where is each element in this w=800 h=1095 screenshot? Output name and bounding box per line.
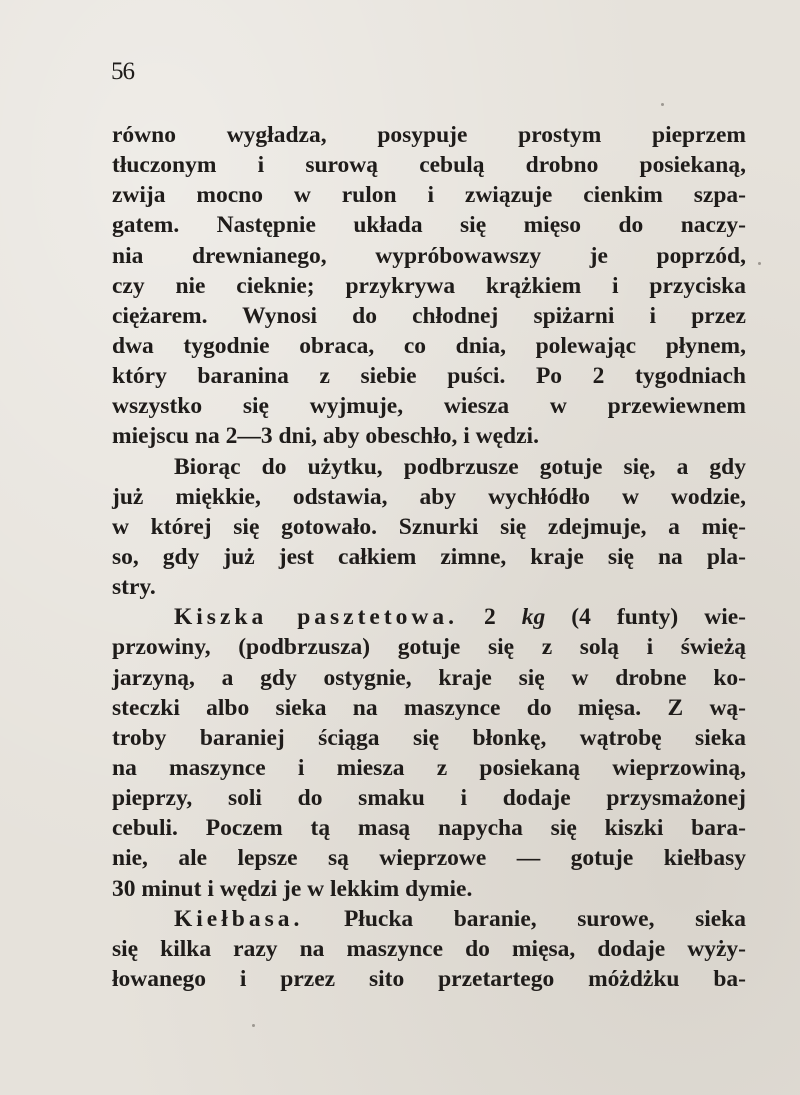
text-line: Biorąc do użytku, podbrzusze gotuje się, a gdy xyxy=(174,453,746,480)
text-line: czy nie cieknie; przykrywa krążkiem i przyciska xyxy=(112,272,746,299)
text-line: łowanego i przez sito przetartego móżdżku ba- xyxy=(112,965,746,992)
text-line xyxy=(112,904,746,934)
text-line: równo wygładza, posypuje prostym pieprzem xyxy=(112,122,746,148)
text-line: ciężarem. Wynosi do chłodnej spiżarni i przez xyxy=(112,302,746,329)
text-line: wszystko się wyjmuje, wiesza w przewiewnem xyxy=(112,393,746,420)
body-text xyxy=(112,120,746,994)
text-line xyxy=(112,602,746,632)
text-line: w której się gotowało. Sznurki się zdejmuje, a mię- xyxy=(112,513,746,540)
text-line: dwa tygodnie obraca, co dnia, polewając płynem, xyxy=(112,332,746,359)
text-line: troby baraniej ściąga się błonkę, wątrobę sieka xyxy=(112,724,746,751)
text-fragment: Płucka baranie, surowe, sieka xyxy=(303,905,746,932)
paragraph-kiszka-pasztetowa xyxy=(112,602,746,903)
text-fragment: (4 funty) wie- xyxy=(545,604,747,631)
text-line: pieprzy, soli do smaku i dodaje przysmażonej xyxy=(112,785,746,812)
text-line: się kilka razy na maszynce do mięsa, dodaje wyży- xyxy=(112,935,746,962)
paragraph-kielbasa xyxy=(112,904,746,994)
text-line: steczki albo sieka na maszynce do mięsa. Z wą- xyxy=(112,694,746,721)
unit-label: kg xyxy=(521,604,546,631)
text-line: tłuczonym i surową cebulą drobno posiekaną, xyxy=(112,152,746,179)
recipe-heading: Kiełbasa. xyxy=(174,905,304,932)
text-line: który baranina z siebie puści. Po 2 tygodniach xyxy=(112,363,746,390)
text-line: stry. xyxy=(112,574,156,601)
text-line: gatem. Następnie układa się mięso do naczy- xyxy=(112,212,746,239)
text-line: na maszynce i miesza z posiekaną wieprzowiną, xyxy=(112,754,746,781)
paper-speck xyxy=(661,103,664,106)
paper-speck xyxy=(252,1024,255,1027)
paper-speck xyxy=(758,262,761,265)
text-line: nia drewnianego, wypróbowawszy je poprzód, xyxy=(112,242,746,269)
text-fragment: 2 xyxy=(458,604,522,631)
text-line: cebuli. Poczem tą masą napycha się kiszki bara- xyxy=(112,815,746,842)
page-number: 56 xyxy=(111,58,134,85)
paragraph-1 xyxy=(112,120,746,452)
text-line: miejscu na 2—3 dni, aby obeschło, i wędzi. xyxy=(112,423,539,450)
text-line: już miękkie, odstawia, aby wychłódło w wodzie, xyxy=(112,483,746,510)
text-line: przowiny, (podbrzusza) gotuje się z solą i świeżą xyxy=(112,634,746,661)
paragraph-2 xyxy=(112,452,746,603)
text-line: nie, ale lepsze są wieprzowe — gotuje kiełbasy xyxy=(112,845,746,872)
recipe-heading: Kiszka pasztetowa. xyxy=(174,604,459,631)
text-line: 30 minut i wędzi je w lekkim dymie. xyxy=(112,875,473,902)
text-line: jarzyną, a gdy ostygnie, kraje się w drobne ko- xyxy=(112,664,746,691)
text-line: so, gdy już jest całkiem zimne, kraje się na pla- xyxy=(112,543,746,570)
text-line: zwija mocno w rulon i związuje cienkim szpa- xyxy=(112,182,746,209)
